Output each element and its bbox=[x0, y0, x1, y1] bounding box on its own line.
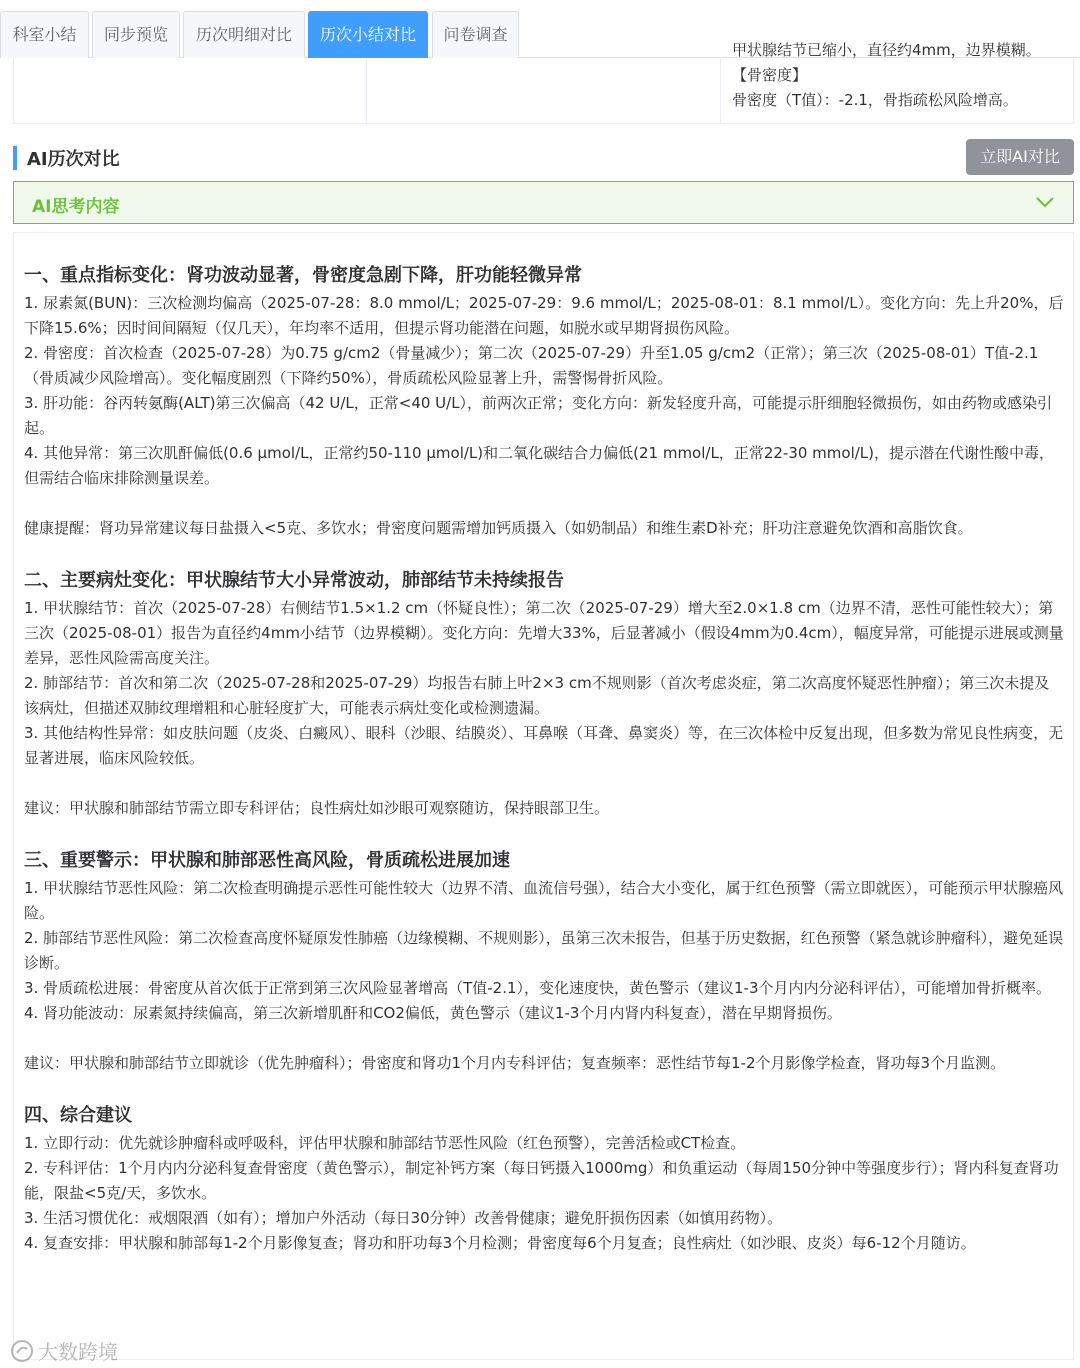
result-note: 建议：甲状腺和肺部结节需立即专科评估；良性病灶如沙眼可观察随访，保持眼部卫生。 bbox=[24, 799, 610, 817]
section-heading: 一、重点指标变化：肾功波动显著，骨密度急剧下降，肝功能轻微异常 bbox=[24, 265, 582, 286]
ai-compare-header bbox=[13, 139, 1074, 177]
ai-result-text bbox=[24, 261, 1064, 1256]
summary-line: 骨密度（T值）：-2.1，骨指疏松风险增高。 bbox=[732, 91, 1018, 109]
result-item: 4. 其他异常：第三次肌酐偏低(0.6 μmol/L，正常约50-110 μmol/L)和二氧化碳结合力偏低(21 mmol/L，正常22-30 mmol/L)，提示潜在代谢性酸中毒，但需结合临床排除测量误差。 bbox=[24, 444, 1055, 487]
result-item: 3. 肝功能：谷丙转氨酶(ALT)第三次偏高（42 U/L，正常<40 U/L），前两次正常；变化方向：新发轻度升高，可能提示肝细胞轻微损伤，如由药物或感染引起。 bbox=[24, 394, 1053, 437]
tab-sync-preview[interactable]: 同步预览 bbox=[92, 11, 180, 58]
result-item: 4. 肾功能波动：尿素氮持续偏高，第三次新增肌酐和CO2偏低，黄色警示（建议1-3个月内肾内科复查），潜在早期肾损伤。 bbox=[24, 1004, 842, 1022]
chevron-down-icon[interactable] bbox=[1035, 194, 1055, 210]
result-item: 3. 骨质疏松进展：骨密度从首次低于正常到第三次风险显著增高（T值-2.1），变化速度快，黄色警示（建议1-3个月内内分泌科评估），可能增加骨折概率。 bbox=[24, 979, 1052, 997]
column-divider bbox=[366, 58, 367, 124]
summary-line: 甲状腺结节已缩小，直径约4mm，边界模糊。 bbox=[732, 41, 1041, 59]
tab-questionnaire[interactable]: 问卷调查 bbox=[432, 11, 519, 58]
result-item: 1. 尿素氮(BUN)：三次检测均偏高（2025-07-28：8.0 mmol/L；2025-07-29：9.6 mmol/L；2025-08-01：8.1 mmol/L）。变化方向：先上升20%，后下降15.6%；因时间间隔短（仅几天），年均率不适用，但提示肾功能潜在问题，如脱水或早期肾损伤风险。 bbox=[24, 294, 1064, 337]
result-note: 健康提醒：肾功异常建议每日盐摄入<5克、多饮水；骨密度问题需增加钙质摄入（如奶制品）和维生素D补充；肝功注意避免饮酒和高脂饮食。 bbox=[24, 519, 973, 537]
summary-line: 【骨密度】 bbox=[732, 66, 808, 84]
ai-thinking-collapse[interactable] bbox=[13, 181, 1074, 224]
ai-thinking-label: AI思考内容 bbox=[32, 197, 120, 217]
tab-department-summary[interactable]: 科室小结 bbox=[0, 11, 89, 58]
tab-history-detail-compare[interactable]: 历次明细对比 bbox=[183, 11, 305, 58]
result-item: 3. 其他结构性异常：如皮肤问题（皮炎、白癜风）、眼科（沙眼、结膜炎）、耳鼻喉（耳聋、鼻窦炎）等，在三次体检中反复出现，但多数为常见良性病变，无显著进展，临床风险较低。 bbox=[24, 724, 1064, 767]
result-item: 2. 肺部结节恶性风险：第二次检查高度怀疑原发性肺癌（边缘模糊、不规则影），虽第三次未报告，但基于历史数据，红色预警（紧急就诊肿瘤科），避免延误诊断。 bbox=[24, 929, 1064, 972]
section-title: AI历次对比 bbox=[27, 149, 120, 170]
summary-cell-third bbox=[732, 38, 1072, 113]
result-note: 建议：甲状腺和肺部结节立即就诊（优先肿瘤科）；骨密度和肾功1个月内专科评估；复查频率：恶性结节每1-2个月影像学检查，肾功每3个月监测。 bbox=[24, 1054, 1006, 1072]
section-heading: 四、综合建议 bbox=[24, 1105, 132, 1126]
summary-compare-table bbox=[13, 41, 1074, 124]
result-item: 3. 生活习惯优化：戒烟限酒（如有）；增加户外活动（每日30分钟）改善骨健康；避免肝损伤因素（如慎用药物）。 bbox=[24, 1209, 783, 1227]
section-heading: 二、主要病灶变化：甲状腺结节大小异常波动，肺部结节未持续报告 bbox=[24, 570, 564, 591]
column-divider bbox=[720, 58, 721, 124]
result-item: 1. 甲状腺结节恶性风险：第二次检查明确提示恶性可能性较大（边界不清、血流信号强），结合大小变化，属于红色预警（需立即就医），可能预示甲状腺癌风险。 bbox=[24, 879, 1064, 922]
result-item: 2. 专科评估：1个月内内分泌科复查骨密度（黄色警示），制定补钙方案（每日钙摄入1000mg）和负重运动（每周150分钟中等强度步行）；肾内科复查肾功能，限盐<5克/天，多饮水。 bbox=[24, 1159, 1059, 1202]
logo-icon bbox=[10, 1339, 34, 1363]
result-item: 1. 立即行动：优先就诊肿瘤科或呼吸科，评估甲状腺和肺部结节恶性风险（红色预警），完善活检或CT检查。 bbox=[24, 1134, 746, 1152]
tab-history-summary-compare[interactable]: 历次小结对比 bbox=[308, 11, 428, 58]
title-accent-bar bbox=[13, 146, 17, 170]
result-item: 4. 复查安排：甲状腺和肺部每1-2个月影像复查；肾功和肝功每3个月检测；骨密度每6个月复查；良性病灶（如沙眼、皮炎）每6-12个月随访。 bbox=[24, 1234, 976, 1252]
section-heading: 三、重要警示：甲状腺和肺部恶性高风险，骨质疏松进展加速 bbox=[24, 850, 510, 871]
ai-result-panel bbox=[13, 232, 1074, 1360]
result-item: 1. 甲状腺结节：首次（2025-07-28）右侧结节1.5×1.2 cm（怀疑良性）；第二次（2025-07-29）增大至2.0×1.8 cm（边界不清，恶性可能性较大）；第三次（2025-08-01）报告为直径约4mm小结节（边界模糊）。变化方向：先增大33%，后显著减小（假设4mm为0.4cm），幅度异常，可能提示进展或测量差异，恶性风险需高度关注。 bbox=[24, 599, 1064, 667]
ai-compare-button[interactable]: 立即AI对比 bbox=[966, 139, 1074, 175]
watermark-text: 大数跨境 bbox=[38, 1340, 118, 1364]
result-item: 2. 骨密度：首次检查（2025-07-28）为0.75 g/cm2（骨量减少）；第二次（2025-07-29）升至1.05 g/cm2（正常）；第三次（2025-08-01）T值-2.1（骨质减少风险增高）。变化幅度剧烈（下降约50%），骨质疏松风险显著上升，需警惕骨折风险。 bbox=[24, 344, 1039, 387]
watermark bbox=[10, 1336, 118, 1362]
result-item: 2. 肺部结节：首次和第二次（2025-07-28和2025-07-29）均报告右肺上叶2×3 cm不规则影（首次考虑炎症，第二次高度怀疑恶性肿瘤）；第三次未提及该病灶，但描述双肺纹理增粗和心脏轻度扩大，可能表示病灶变化或检测遗漏。 bbox=[24, 674, 1050, 717]
